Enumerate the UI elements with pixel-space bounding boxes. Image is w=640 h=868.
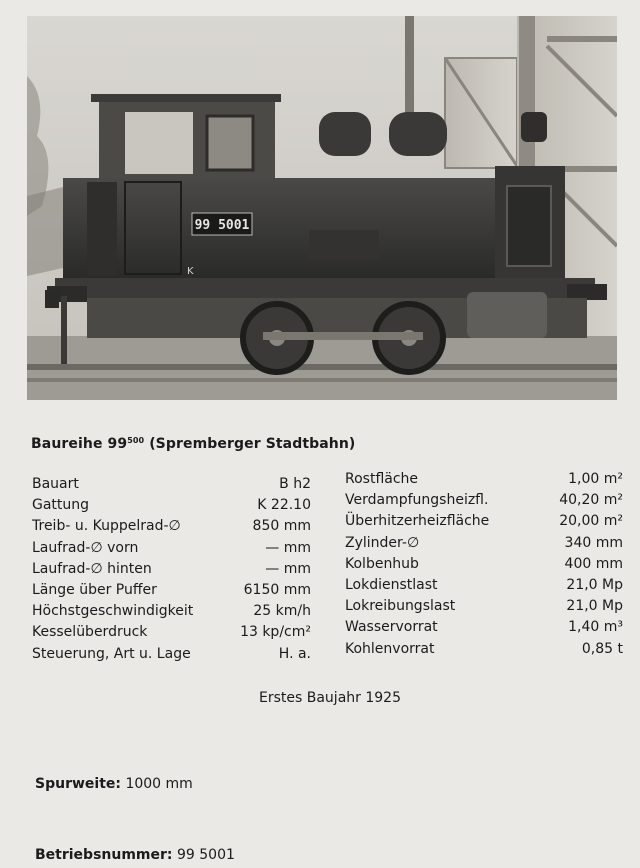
- spec-label: Laufrad-∅ vorn: [32, 539, 139, 556]
- spec-value: 25 km/h: [253, 603, 311, 620]
- spec-label: Kohlenvorrat: [345, 640, 435, 657]
- spec-value: 850 mm: [252, 518, 311, 535]
- specs-right-column: [345, 469, 623, 660]
- spec-label: Kesselüberdruck: [32, 624, 148, 641]
- spec-row: [345, 554, 623, 575]
- spec-value: 1,00 m²: [568, 471, 623, 487]
- spec-value: K 22.10: [257, 497, 311, 514]
- spec-value: 21,0 Mp: [566, 598, 623, 615]
- spec-label: Länge über Puffer: [32, 581, 157, 598]
- spec-value: 340 mm: [564, 534, 623, 551]
- spec-row: [32, 538, 311, 559]
- locomotive-photo: [27, 16, 617, 400]
- spec-label: Kolbenhub: [345, 555, 419, 572]
- spec-row: [345, 511, 623, 532]
- side-mark-text: K: [187, 266, 194, 277]
- spec-row: [345, 575, 623, 596]
- operating-number-line: [35, 847, 235, 863]
- spec-row: [32, 516, 311, 537]
- spec-value: 20,00 m²: [559, 513, 623, 530]
- spec-label: Zylinder-∅: [345, 534, 420, 551]
- spec-label: Gattung: [32, 497, 90, 514]
- spec-label: Steuerung, Art u. Lage: [32, 645, 191, 662]
- spec-value: — mm: [265, 539, 311, 556]
- gauge-value: 1000 mm: [125, 776, 193, 792]
- spec-row: [32, 622, 311, 643]
- spec-row: [32, 559, 311, 580]
- spec-row: [345, 490, 623, 511]
- spec-label: Bauart: [32, 476, 79, 492]
- spec-label: Rostfläche: [345, 471, 419, 487]
- operating-number-value: 99 5001: [176, 847, 235, 863]
- spec-label: Lokreibungslast: [345, 598, 456, 615]
- spec-value: 0,85 t: [581, 640, 623, 657]
- spec-value: 21,0 Mp: [566, 576, 623, 593]
- spec-label: Laufrad-∅ hinten: [32, 560, 152, 577]
- number-plate-text: 99 5001: [194, 218, 250, 233]
- spec-label: Verdampfungsheizfl.: [345, 492, 489, 509]
- specs-left-column: [32, 474, 311, 665]
- spec-label: Treib- u. Kuppelrad-∅: [32, 518, 181, 535]
- spec-value: 1,40 m³: [568, 619, 623, 636]
- gauge-label: Spurweite:: [35, 776, 121, 792]
- spec-value: 400 mm: [564, 555, 623, 572]
- spec-row: [345, 469, 623, 490]
- spec-value: H. a.: [278, 645, 311, 662]
- spec-row: [345, 639, 623, 660]
- operating-number-label: Betriebsnummer:: [35, 847, 173, 863]
- first-year-note: Erstes Baujahr 1925: [259, 690, 401, 706]
- spec-value: — mm: [265, 560, 311, 577]
- spec-row: [345, 617, 623, 638]
- spec-value: 6150 mm: [243, 581, 311, 598]
- spec-value: 13 kp/cm²: [240, 624, 311, 641]
- spec-row: [345, 533, 623, 554]
- spec-row: [32, 580, 311, 601]
- spec-label: Lokdienstlast: [345, 576, 438, 593]
- page-title: [31, 436, 355, 452]
- spec-row: [345, 596, 623, 617]
- spec-value: 40,20 m²: [559, 492, 623, 509]
- spec-label: Höchstgeschwindigkeit: [32, 603, 194, 620]
- spec-row: [32, 601, 311, 622]
- gauge-line: [35, 776, 193, 792]
- spec-value: B h2: [279, 476, 311, 492]
- spec-row: [32, 495, 311, 516]
- spec-row: [32, 474, 311, 495]
- title-prefix: Baureihe 99: [31, 436, 128, 452]
- title-suffix: (Spremberger Stadtbahn): [149, 436, 356, 452]
- spec-label: Wasservorrat: [345, 619, 438, 636]
- title-superscript: 500: [127, 436, 145, 445]
- spec-label: Überhitzerheizfläche: [345, 513, 490, 530]
- spec-row: [32, 644, 311, 665]
